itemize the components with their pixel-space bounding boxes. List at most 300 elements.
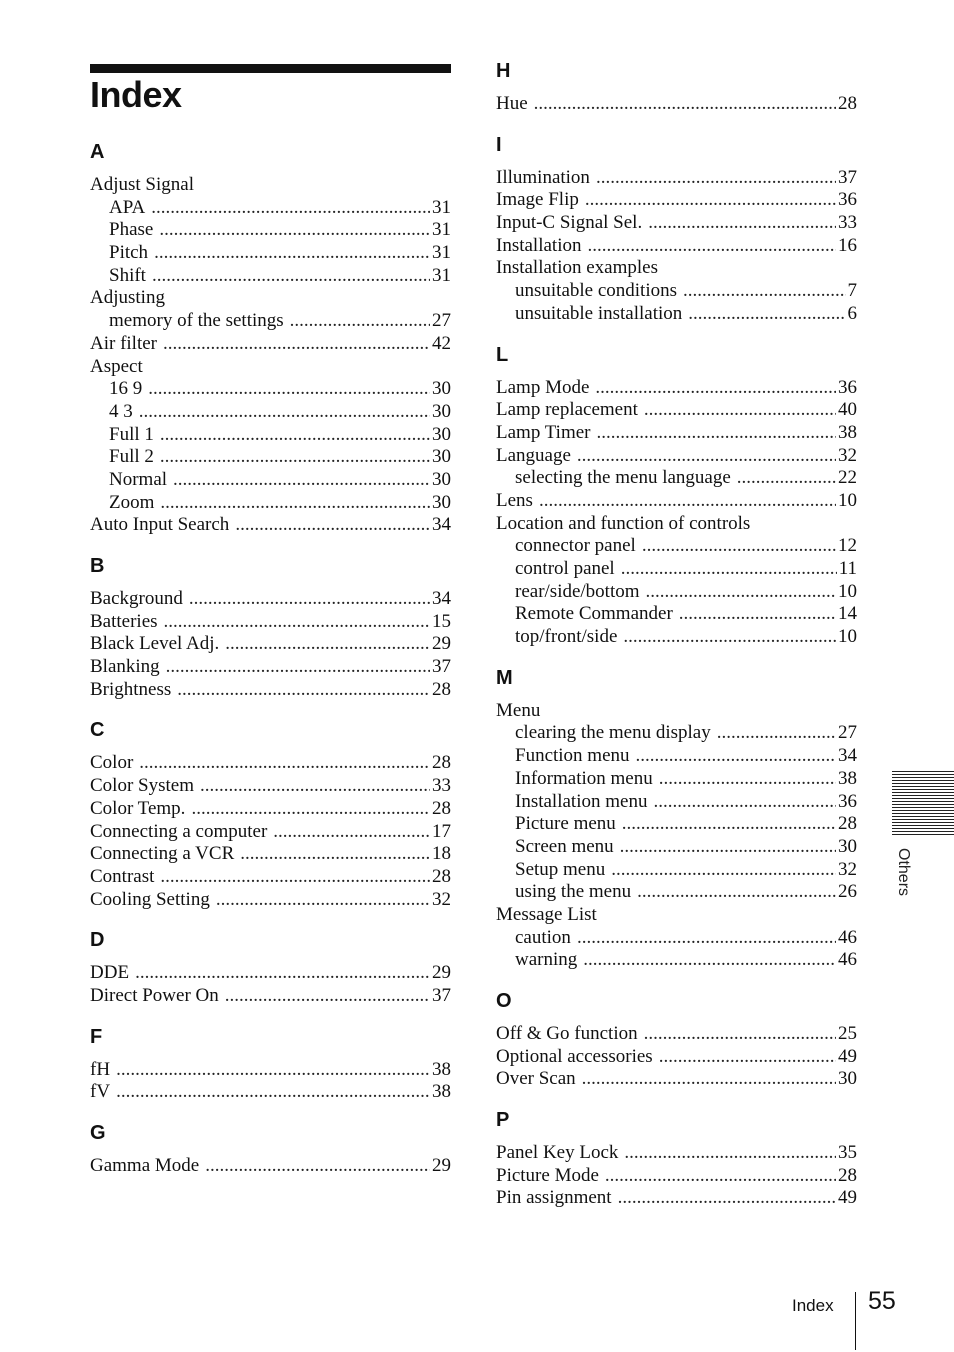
entry-page-number: 30 (432, 468, 451, 490)
entry-term: Full 1 (109, 423, 154, 445)
section-letter: C (90, 719, 105, 742)
dot-leader (216, 889, 430, 912)
dot-leader (159, 219, 430, 242)
entry-term: Pitch (109, 242, 149, 264)
entry-term: warning (515, 949, 578, 971)
entry-page-number: 30 (432, 378, 451, 400)
index-section (496, 56, 857, 116)
entry-page-number: 38 (838, 421, 857, 443)
dot-leader (240, 843, 430, 866)
entry-term: Direct Power On (90, 984, 219, 1006)
entry-page-number: 49 (838, 1187, 857, 1209)
entry-term: Image Flip (496, 189, 579, 211)
dot-leader (139, 752, 430, 775)
index-section (496, 663, 857, 972)
dot-leader (587, 235, 836, 258)
index-entry (496, 189, 857, 212)
index-entry (496, 422, 857, 445)
dot-leader (583, 949, 836, 972)
entry-term: Picture Mode (496, 1164, 599, 1186)
index-subentry (496, 626, 857, 649)
entry-page-number: 26 (838, 881, 857, 903)
entry-term: using the menu (515, 881, 632, 903)
entry-page-number: 42 (432, 332, 451, 354)
entry-page-number: 30 (838, 1068, 857, 1090)
index-entry (90, 174, 451, 197)
index-subentry (90, 310, 451, 333)
entry-page-number: 30 (432, 400, 451, 422)
dot-leader (623, 626, 836, 649)
entry-term: DDE (90, 962, 130, 984)
index-subentry (496, 813, 857, 836)
index-entry (496, 904, 857, 927)
dot-leader (163, 333, 430, 356)
entry-term: Function menu (515, 745, 630, 767)
index-entry (496, 235, 857, 258)
index-entry (90, 985, 451, 1008)
entry-list (496, 93, 857, 116)
dot-leader (116, 1081, 430, 1104)
index-section (90, 925, 451, 1007)
entry-page-number: 36 (838, 189, 857, 211)
section-letter: P (496, 1109, 510, 1132)
index-subentry (496, 949, 857, 972)
index-entry (496, 445, 857, 468)
entry-term: Brightness (90, 678, 172, 700)
dot-leader (679, 603, 836, 626)
entry-term: Shift (109, 264, 146, 286)
dot-leader (621, 558, 837, 581)
dot-leader (611, 859, 836, 882)
entry-page-number: 37 (432, 656, 451, 678)
entry-term: Auto Input Search (90, 514, 230, 536)
entry-term: Aspect (90, 355, 143, 377)
dot-leader (642, 535, 836, 558)
dot-leader (151, 197, 430, 220)
entry-term: Off & Go function (496, 1023, 638, 1044)
entry-term: Over Scan (496, 1068, 576, 1090)
entry-term: Adjusting (90, 287, 165, 309)
entry-list (90, 1059, 451, 1104)
entry-term: Background (90, 588, 183, 609)
index-entry (496, 1142, 857, 1165)
dot-leader (595, 377, 836, 400)
section-letter: G (90, 1122, 106, 1144)
entry-page-number: 36 (838, 376, 857, 398)
entry-term: Cooling Setting (90, 888, 210, 910)
entry-term: Screen menu (515, 835, 614, 857)
index-entry (496, 513, 857, 536)
entry-page-number: 25 (838, 1023, 857, 1044)
index-subentry (90, 242, 451, 265)
entry-page-number: 12 (838, 535, 857, 557)
entry-term: Remote Commander (515, 603, 673, 625)
entry-page-number: 31 (432, 264, 451, 286)
entry-page-number: 46 (838, 926, 857, 948)
entry-term: caution (515, 926, 571, 948)
index-entry (90, 633, 451, 656)
entry-list (496, 1023, 857, 1091)
entry-term: Hue (496, 93, 528, 114)
entry-term: Gamma Mode (90, 1155, 200, 1176)
dot-leader (620, 836, 836, 859)
entry-page-number: 11 (838, 558, 857, 579)
index-subentry (496, 722, 857, 745)
entry-term: Air filter (90, 332, 158, 354)
entry-page-number: 34 (838, 745, 857, 767)
entry-term: Color Temp. (90, 797, 186, 819)
index-entry (90, 1081, 451, 1104)
index-subentry (496, 467, 857, 490)
section-letter: M (496, 666, 513, 689)
index-section (496, 986, 857, 1091)
index-subentry (496, 535, 857, 558)
entry-term: Panel Key Lock (496, 1142, 619, 1164)
entry-list (90, 588, 451, 701)
entry-term: Normal (109, 468, 168, 490)
index-subentry (90, 219, 451, 242)
entry-page-number: 29 (432, 1155, 451, 1176)
index-subentry (90, 401, 451, 424)
dot-leader (205, 1155, 430, 1178)
entry-page-number: 31 (432, 219, 451, 241)
entry-page-number: 28 (838, 813, 857, 835)
index-subentry (496, 859, 857, 882)
index-entry (90, 752, 451, 775)
index-subentry (90, 197, 451, 220)
index-section (90, 715, 451, 911)
entry-term: unsuitable installation (515, 302, 683, 324)
index-subentry (496, 881, 857, 904)
index-entry (90, 356, 451, 379)
entry-term: Connecting a computer (90, 820, 268, 842)
entry-term: Color (90, 752, 134, 774)
entry-page-number: 30 (838, 835, 857, 857)
index-entry (496, 1023, 857, 1046)
dot-leader (225, 985, 430, 1008)
dot-leader (585, 189, 836, 212)
entry-page-number: 7 (847, 280, 857, 302)
entry-term: fV (90, 1081, 111, 1103)
index-entry (496, 1187, 857, 1210)
entry-term: control panel (515, 558, 615, 579)
section-letter: H (496, 60, 511, 82)
dot-leader (235, 514, 430, 537)
footer-section-label: Index (792, 1296, 834, 1315)
index-section (90, 137, 451, 537)
entry-term: Lamp replacement (496, 399, 638, 421)
index-entry (90, 333, 451, 356)
section-letter: A (90, 141, 105, 163)
entry-term: Batteries (90, 610, 158, 632)
index-subentry (90, 265, 451, 288)
dot-leader (659, 1046, 836, 1069)
entry-page-number: 28 (838, 93, 857, 114)
index-subentry (90, 446, 451, 469)
dot-leader (160, 866, 430, 889)
entry-term: Information menu (515, 767, 653, 789)
index-entry (90, 962, 451, 985)
side-tab-rules (892, 771, 954, 835)
entry-page-number: 32 (838, 858, 857, 880)
index-entry (496, 1068, 857, 1091)
index-entry (496, 167, 857, 190)
index-entry (496, 212, 857, 235)
entry-list (90, 1155, 451, 1178)
entry-page-number: 28 (432, 752, 451, 774)
entry-term: connector panel (515, 535, 636, 557)
dot-leader (148, 378, 430, 401)
side-tab-label: Others (895, 848, 912, 897)
entry-page-number: 30 (432, 446, 451, 468)
dot-leader (646, 581, 836, 604)
entry-page-number: 10 (838, 580, 857, 602)
index-entry (90, 775, 451, 798)
entry-term: 4 3 (109, 400, 133, 422)
entry-term: Adjust Signal (90, 174, 194, 195)
section-letter: D (90, 929, 105, 952)
index-section (496, 130, 857, 326)
entry-page-number: 15 (432, 610, 451, 632)
dot-leader (539, 490, 836, 513)
index-entry (90, 1155, 451, 1178)
dot-leader (152, 265, 430, 288)
entry-term: 16 9 (109, 378, 143, 400)
dot-leader (116, 1059, 430, 1082)
entry-page-number: 28 (432, 865, 451, 887)
dot-leader (683, 280, 845, 303)
entry-term: Installation (496, 234, 582, 256)
entry-page-number: 17 (432, 820, 451, 842)
entry-page-number: 22 (838, 467, 857, 489)
entry-term: Pin assignment (496, 1187, 612, 1209)
dot-leader (624, 1142, 836, 1165)
entry-page-number: 28 (432, 678, 451, 700)
index-subentry (496, 558, 857, 581)
entry-page-number: 28 (838, 1164, 857, 1186)
index-subentry (496, 603, 857, 626)
dot-leader (273, 821, 430, 844)
index-subentry (90, 469, 451, 492)
entry-page-number: 37 (838, 166, 857, 188)
entry-term: Language (496, 444, 571, 466)
dot-leader (618, 1187, 836, 1210)
entry-page-number: 40 (838, 399, 857, 421)
index-entry (90, 588, 451, 611)
entry-page-number: 33 (432, 775, 451, 797)
entry-page-number: 27 (432, 310, 451, 332)
index-entry (90, 866, 451, 889)
index-column-left (90, 137, 451, 1192)
page-title: Index (90, 74, 182, 115)
footer-divider (855, 1292, 856, 1350)
index-entry (496, 490, 857, 513)
entry-list (90, 962, 451, 1007)
entry-term: APA (109, 196, 146, 218)
entry-term: Blanking (90, 656, 160, 678)
section-letter: B (90, 555, 105, 577)
dot-leader (596, 422, 836, 445)
entry-term: Contrast (90, 865, 155, 887)
dot-leader (605, 1165, 836, 1188)
dot-leader (164, 611, 430, 634)
entry-page-number: 33 (838, 212, 857, 234)
dot-leader (582, 1068, 836, 1091)
index-subentry (496, 280, 857, 303)
index-entry (496, 93, 857, 116)
dot-leader (173, 469, 430, 492)
entry-term: unsuitable conditions (515, 280, 678, 302)
entry-list (90, 174, 451, 537)
entry-page-number: 32 (838, 444, 857, 466)
entry-page-number: 31 (432, 196, 451, 218)
entry-page-number: 27 (838, 722, 857, 744)
dot-leader (225, 633, 430, 656)
section-letter: L (496, 343, 509, 366)
entry-list (496, 167, 857, 326)
dot-leader (177, 679, 430, 702)
index-subentry (496, 791, 857, 814)
entry-term: Installation menu (515, 790, 648, 812)
section-letter: I (496, 133, 502, 156)
entry-term: Zoom (109, 491, 155, 513)
entry-term: rear/side/bottom (515, 580, 640, 602)
dot-leader (577, 927, 836, 950)
entry-page-number: 29 (432, 633, 451, 655)
entry-term: Setup menu (515, 858, 606, 880)
dot-leader (139, 401, 430, 424)
index-subentry (496, 745, 857, 768)
dot-leader (534, 93, 836, 116)
entry-term: Illumination (496, 166, 590, 188)
dot-leader (290, 310, 430, 333)
dot-leader (688, 303, 845, 326)
entry-page-number: 30 (432, 491, 451, 513)
dot-leader (191, 798, 430, 821)
dot-leader (636, 745, 836, 768)
entry-page-number: 28 (432, 797, 451, 819)
index-section (496, 1105, 857, 1210)
entry-term: Installation examples (496, 257, 658, 279)
entry-page-number: 29 (432, 962, 451, 984)
entry-term: Lamp Timer (496, 421, 591, 443)
index-section (90, 1022, 451, 1104)
entry-list (90, 752, 451, 911)
dot-leader (737, 467, 836, 490)
index-subentry (496, 836, 857, 859)
dot-leader (622, 813, 836, 836)
title-rule (90, 64, 451, 73)
entry-page-number: 37 (432, 984, 451, 1006)
entry-page-number: 38 (432, 1058, 451, 1080)
entry-term: clearing the menu display (515, 722, 711, 744)
entry-term: Optional accessories (496, 1045, 653, 1067)
index-subentry (90, 492, 451, 515)
index-entry (90, 821, 451, 844)
entry-term: Picture menu (515, 813, 616, 835)
entry-page-number: 10 (838, 626, 857, 648)
index-entry (496, 700, 857, 723)
entry-list (496, 377, 857, 649)
index-entry (90, 611, 451, 634)
entry-term: Connecting a VCR (90, 843, 235, 865)
entry-term: Lens (496, 489, 533, 511)
entry-term: top/front/side (515, 626, 618, 648)
entry-term: Message List (496, 903, 597, 925)
index-subentry (90, 424, 451, 447)
entry-page-number: 14 (838, 603, 857, 625)
entry-page-number: 35 (838, 1142, 857, 1164)
index-entry (90, 798, 451, 821)
section-letter: F (90, 1025, 103, 1048)
entry-page-number: 49 (838, 1045, 857, 1067)
dot-leader (135, 962, 430, 985)
dot-leader (648, 212, 836, 235)
entry-term: Color System (90, 775, 194, 797)
entry-page-number: 31 (432, 242, 451, 264)
entry-page-number: 32 (432, 888, 451, 910)
index-entry (90, 679, 451, 702)
dot-leader (644, 399, 836, 422)
entry-term: Full 2 (109, 446, 154, 468)
entry-page-number: 36 (838, 790, 857, 812)
dot-leader (637, 881, 836, 904)
dot-leader (166, 656, 430, 679)
dot-leader (717, 722, 836, 745)
entry-page-number: 6 (847, 302, 857, 324)
entry-page-number: 16 (838, 234, 857, 256)
index-entry (496, 257, 857, 280)
dot-leader (154, 242, 430, 265)
entry-term: Phase (109, 219, 154, 241)
index-section (90, 1118, 451, 1178)
index-entry (496, 377, 857, 400)
index-subentry (496, 927, 857, 950)
index-entry (496, 1165, 857, 1188)
entry-page-number: 34 (432, 514, 451, 536)
index-section (496, 340, 857, 649)
entry-page-number: 38 (838, 767, 857, 789)
entry-term: selecting the menu language (515, 467, 731, 489)
dot-leader (160, 492, 430, 515)
index-entry (496, 399, 857, 422)
index-subentry (496, 581, 857, 604)
entry-term: Menu (496, 699, 541, 721)
dot-leader (189, 588, 430, 611)
entry-page-number: 18 (432, 843, 451, 865)
entry-term: Input-C Signal Sel. (496, 212, 643, 234)
dot-leader (160, 446, 430, 469)
entry-page-number: 34 (432, 588, 451, 609)
page-number: 55 (868, 1287, 896, 1315)
entry-list (496, 700, 857, 972)
entry-page-number: 30 (432, 423, 451, 445)
dot-leader (644, 1023, 836, 1046)
dot-leader (160, 424, 430, 447)
entry-term: fH (90, 1058, 111, 1080)
entry-list (496, 1142, 857, 1210)
index-entry (90, 656, 451, 679)
entry-term: Black Level Adj. (90, 633, 220, 655)
entry-page-number: 10 (838, 489, 857, 511)
index-column-right (496, 56, 857, 1224)
index-entry (90, 1059, 451, 1082)
dot-leader (596, 167, 836, 190)
index-section (90, 551, 451, 701)
index-entry (90, 843, 451, 866)
dot-leader (653, 791, 836, 814)
dot-leader (659, 768, 836, 791)
